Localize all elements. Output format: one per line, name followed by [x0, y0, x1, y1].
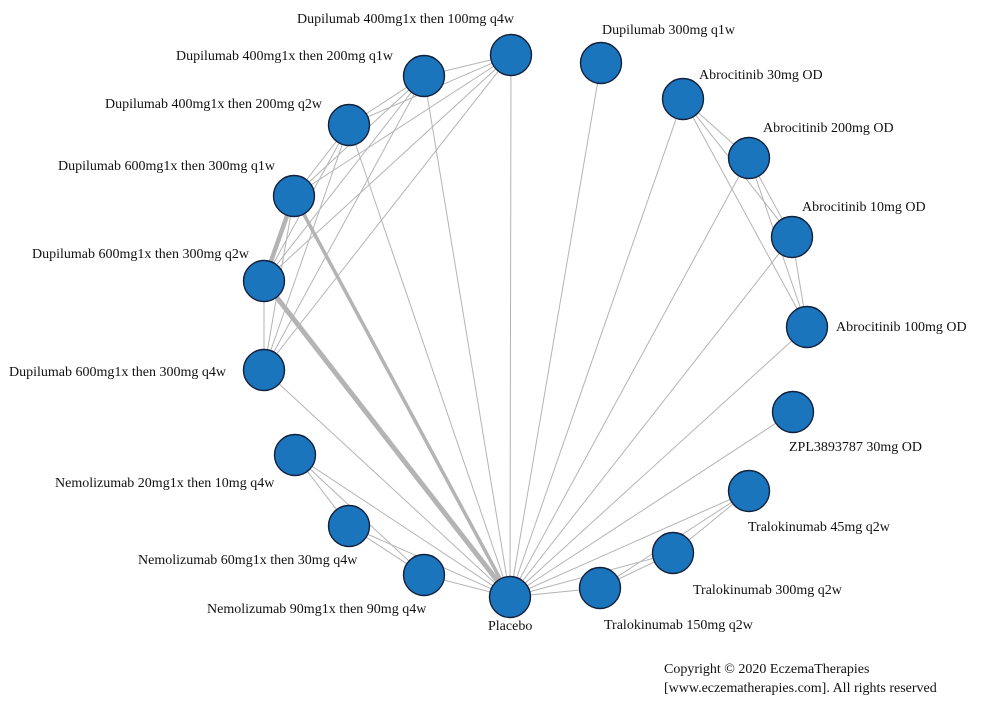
edge-dupilumab-400-100-q4w--placebo	[510, 55, 511, 597]
node-label-placebo: Placebo	[488, 619, 533, 634]
node-abrocitinib-100-od	[787, 307, 828, 348]
node-dupilumab-400-200-q1w	[404, 56, 445, 97]
node-dupilumab-400-200-q2w	[329, 105, 370, 146]
edge-nemolizumab-20-10-q4w--placebo	[295, 455, 510, 597]
node-label-dupilumab-400-100-q4w: Dupilumab 400mg1x then 100mg q4w	[297, 12, 514, 27]
edge-dupilumab-400-100-q4w--dupilumab-600-300-q1w	[294, 55, 511, 196]
node-dupilumab-400-100-q4w	[491, 35, 532, 76]
node-tralokinumab-300-q2w	[653, 533, 694, 574]
node-placebo	[490, 577, 531, 618]
edge-dupilumab-400-100-q4w--dupilumab-600-300-q2w	[264, 55, 511, 281]
node-label-zpl3893787-30-od: ZPL3893787 30mg OD	[789, 440, 922, 455]
edge-abrocitinib-200-od--placebo	[510, 158, 749, 597]
node-abrocitinib-200-od	[729, 138, 770, 179]
edge-abrocitinib-10-od--placebo	[510, 237, 792, 597]
node-label-nemolizumab-20-10-q4w: Nemolizumab 20mg1x then 10mg q4w	[55, 476, 275, 491]
node-label-dupilumab-300-q1w: Dupilumab 300mg q1w	[602, 23, 735, 38]
node-tralokinumab-150-q2w	[580, 568, 621, 609]
node-dupilumab-600-300-q4w	[244, 350, 285, 391]
node-dupilumab-600-300-q1w	[274, 176, 315, 217]
node-label-nemolizumab-90-90-q4w: Nemolizumab 90mg1x then 90mg q4w	[207, 602, 427, 617]
node-label-abrocitinib-100-od: Abrocitinib 100mg OD	[836, 320, 967, 335]
node-abrocitinib-30-od	[663, 79, 704, 120]
node-nemolizumab-20-10-q4w	[275, 435, 316, 476]
edge-tralokinumab-45-q2w--placebo	[510, 491, 749, 597]
copyright-notice	[664, 660, 937, 698]
node-label-dupilumab-600-300-q2w: Dupilumab 600mg1x then 300mg q2w	[32, 247, 249, 262]
node-label-dupilumab-400-200-q1w: Dupilumab 400mg1x then 200mg q1w	[176, 49, 393, 64]
node-label-abrocitinib-200-od: Abrocitinib 200mg OD	[763, 121, 894, 136]
node-tralokinumab-45-q2w	[729, 471, 770, 512]
node-label-tralokinumab-150-q2w: Tralokinumab 150mg q2w	[604, 618, 753, 633]
node-label-dupilumab-600-300-q1w: Dupilumab 600mg1x then 300mg q1w	[58, 159, 275, 174]
node-dupilumab-300-q1w	[581, 43, 622, 84]
copyright-line1: Copyright © 2020 EczemaTherapies	[664, 662, 870, 677]
edge-dupilumab-400-200-q2w--placebo	[349, 125, 510, 597]
node-label-dupilumab-600-300-q4w: Dupilumab 600mg1x then 300mg q4w	[9, 365, 226, 380]
node-zpl3893787-30-od	[773, 392, 814, 433]
edge-abrocitinib-30-od--placebo	[510, 99, 683, 597]
node-nemolizumab-90-90-q4w	[404, 555, 445, 596]
node-label-abrocitinib-10-od: Abrocitinib 10mg OD	[802, 200, 926, 215]
node-label-nemolizumab-60-30-q4w: Nemolizumab 60mg1x then 30mg q4w	[138, 553, 358, 568]
copyright-line2: [www.eczematherapies.com]. All rights reserved	[664, 681, 937, 696]
edge-dupilumab-300-q1w--placebo	[510, 63, 601, 597]
node-label-tralokinumab-300-q2w: Tralokinumab 300mg q2w	[693, 583, 842, 598]
node-nemolizumab-60-30-q4w	[329, 506, 370, 547]
edge-dupilumab-600-300-q1w--placebo	[294, 196, 510, 597]
node-label-abrocitinib-30-od: Abrocitinib 30mg OD	[699, 68, 823, 83]
node-label-tralokinumab-45-q2w: Tralokinumab 45mg q2w	[748, 520, 890, 535]
node-abrocitinib-10-od	[772, 217, 813, 258]
node-label-dupilumab-400-200-q2w: Dupilumab 400mg1x then 200mg q2w	[105, 97, 322, 112]
node-dupilumab-600-300-q2w	[244, 261, 285, 302]
